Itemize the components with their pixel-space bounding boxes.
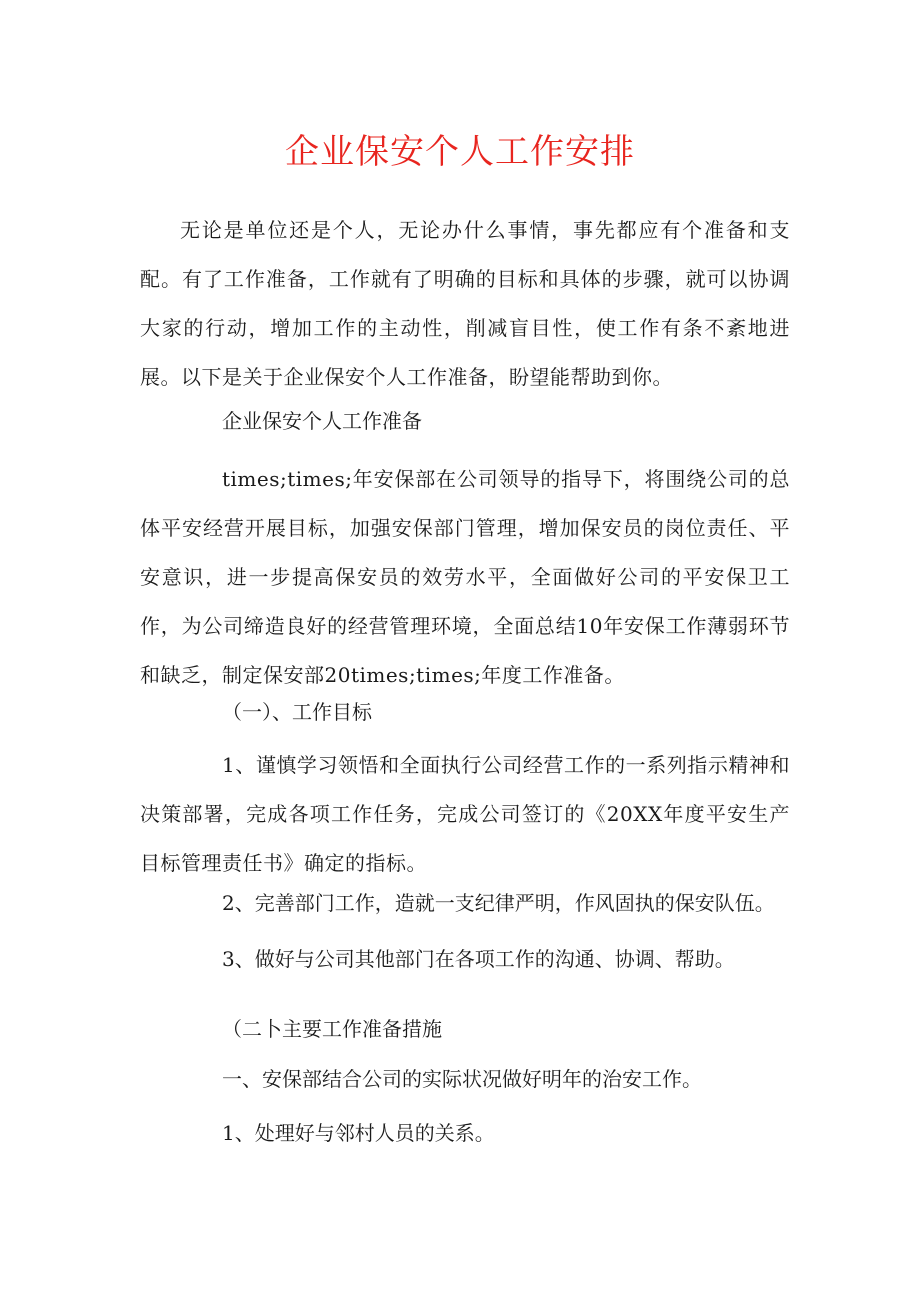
list-item-2: 2、完善部门工作，造就一支纪律严明，作风固执的保安队伍。 <box>222 891 775 915</box>
measure-1-item-1: 1、处理好与邻村人员的关系。 <box>222 1121 495 1145</box>
section1-heading: （一）、工作目标 <box>222 700 372 724</box>
list-item-1: 1、谨慎学习领悟和全面执行公司经营工作的一系列指示精神和决策部署，完成各项工作任务，完成公司签订的《20XX年度平安生产目标管理责任书》确定的指标。 <box>140 753 790 875</box>
document-title: 企业保安个人工作安排 <box>285 132 635 172</box>
section2-heading: （二卜主要工作准备措施 <box>222 1017 442 1041</box>
body-paragraph: times;times;年安保部在公司领导的指导下，将围绕公司的总体平安经营开展目标，加强安保部门管理，增加保安员的岗位责任、平安意识，进一步提高保安员的效劳水平，全面做好公司的平安保卫工作，为公司缔造良好的经营管理环境，全面总结10年安保工作薄弱环节和缺乏，制定保安部20times;times;年度工作准备。 <box>140 467 790 687</box>
list-item-3: 3、做好与公司其他部门在各项工作的沟通、协调、帮助。 <box>222 947 735 971</box>
measure-1: 一、安保部结合公司的实际状况做好明年的治安工作。 <box>222 1067 702 1091</box>
subtitle-heading: 企业保安个人工作准备 <box>222 409 422 433</box>
intro-paragraph: 无论是单位还是个人，无论办什么事情，事先都应有个准备和支配。有了工作准备，工作就有了明确的目标和具体的步骤，就可以协调大家的行动，增加工作的主动性，削减盲目性，使工作有条不紊地进展。以下是关于企业保安个人工作准备，盼望能帮助到你。 <box>140 218 790 389</box>
